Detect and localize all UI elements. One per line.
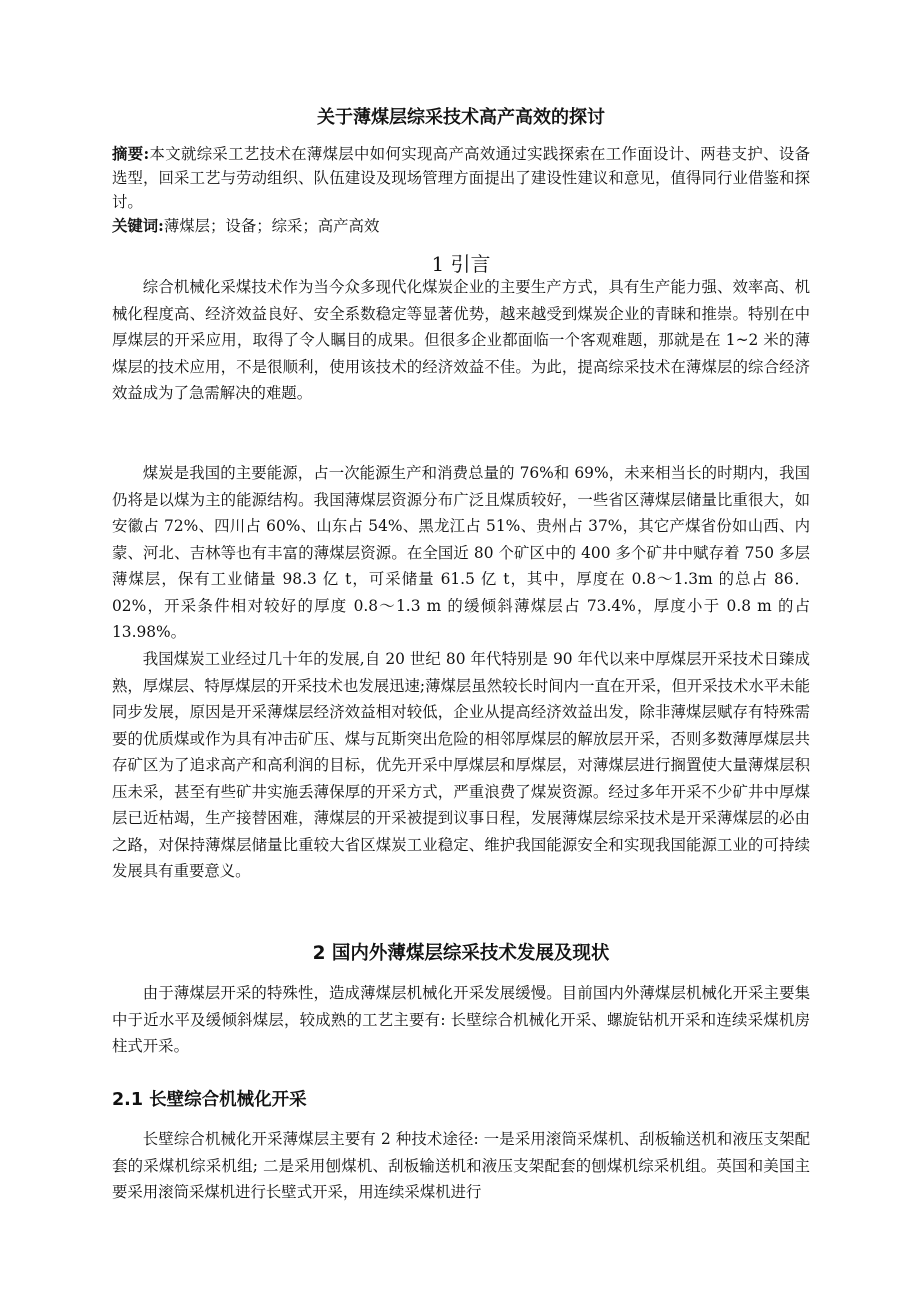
section-2-1-heading: 2.1 长壁综合机械化开采 xyxy=(112,1090,307,1110)
section-1-paragraph-3: 我国煤炭工业经过几十年的发展,自 20 世纪 80 年代特别是 90 年代以来中厚煤层开采技术日臻成熟，厚煤层、特厚煤层的开采技术也发展迅速;薄煤层虽然较长时间内一直在开采，但开采技术水平未能同步发展，原因是开采薄煤层经济效益相对较低，企业从提高经济效益出发，除非薄煤层赋存有特殊需要的优质煤或作为具有冲击矿压、煤与瓦斯突出危险的相邻厚煤层的解放层开采，否则多数薄厚煤层共存矿区为了追求高产和高利润的目标，优先开采中厚煤层和厚煤层，对薄煤层进行搁置使大量薄煤层积压未采，甚至有些矿井实施丢薄保厚的开采方式，严重浪费了煤炭资源。经过多年开采不少矿井中厚煤层已近枯竭，生产接替困难，薄煤层的开采被提到议事日程，发展薄煤层综采技术是开采薄煤层的必由之路，对保持薄煤层储量比重较大省区煤炭工业稳定、维护我国能源安全和实现我国能源工业的可持续发展具有重要意义。 xyxy=(112,650,810,880)
abstract-label: 摘要: xyxy=(112,145,150,163)
document-title: 关于薄煤层综采技术高产高效的探讨 xyxy=(317,107,605,128)
keywords xyxy=(112,214,810,238)
keywords-label: 关键词: xyxy=(112,217,164,235)
section-1-heading: 1 引言 xyxy=(431,252,491,276)
keywords-text: 薄煤层；设备；综采；高产高效 xyxy=(163,217,380,235)
section-2-1-paragraph: 长壁综合机械化开采薄煤层主要有 2 种技术途径: 一是采用滚筒采煤机、刮板输送机和液压支架配套的采煤机综采机组; 二是采用刨煤机、刮板输送机和液压支架配套的刨煤机综采机组。英国和美国主要采用滚筒采煤机进行长壁式开采，用连续采煤机进行 xyxy=(112,1130,810,1201)
abstract xyxy=(112,142,810,214)
section-2-heading: 2 国内外薄煤层综采技术发展及现状 xyxy=(312,943,610,964)
abstract-text: 本文就综采工艺技术在薄煤层中如何实现高产高效通过实践探索在工作面设计、两巷支护、设备选型，回采工艺与劳动组织、队伍建设及现场管理方面提出了建设性建议和意见，值得同行业借鉴和探讨。 xyxy=(112,145,810,211)
section-1-paragraph-1: 综合机械化采煤技术作为当今众多现代化煤炭企业的主要生产方式，具有生产能力强、效率高、机械化程度高、经济效益良好、安全系数稳定等显著优势，越来越受到煤炭企业的青睐和推崇。特别在中厚煤层的开采应用，取得了令人瞩目的成果。但很多企业都面临一个客观难题，那就是在 1~2 米的薄煤层的技术应用，不是很顺利，使用该技术的经济效益不佳。为此，提高综采技术在薄煤层的综合经济效益成为了急需解决的难题。 xyxy=(112,278,810,402)
section-2-paragraph: 由于薄煤层开采的特殊性，造成薄煤层机械化开采发展缓慢。目前国内外薄煤层机械化开采主要集中于近水平及缓倾斜煤层，较成熟的工艺主要有: 长壁综合机械化开采、螺旋钻机开采和连续采煤机房柱式开采。 xyxy=(112,984,810,1055)
section-1-paragraph-2: 煤炭是我国的主要能源，占一次能源生产和消费总量的 76%和 69%，未来相当长的时期内，我国仍将是以煤为主的能源结构。我国薄煤层资源分布广泛且煤质较好，一些省区薄煤层储量比重很大，如安徽占 72%、四川占 60%、山东占 54%、黑龙江占 51%、贵州占 37%，其它产煤省份如山西、内蒙、河北、吉林等也有丰富的薄煤层资源。在全国近 80 个矿区中的 400 多个矿井中赋存着 750 多层薄煤层，保有工业储量 98.3 亿 t，可采储量 61.5 亿 t，其中，厚度在 0.8～1.3m 的总占 86．02%，开采条件相对较好的厚度 0.8～1.3 m 的缓倾斜薄煤层占 73.4%，厚度小于 0.8 m 的占 13.98%。 xyxy=(112,464,810,641)
